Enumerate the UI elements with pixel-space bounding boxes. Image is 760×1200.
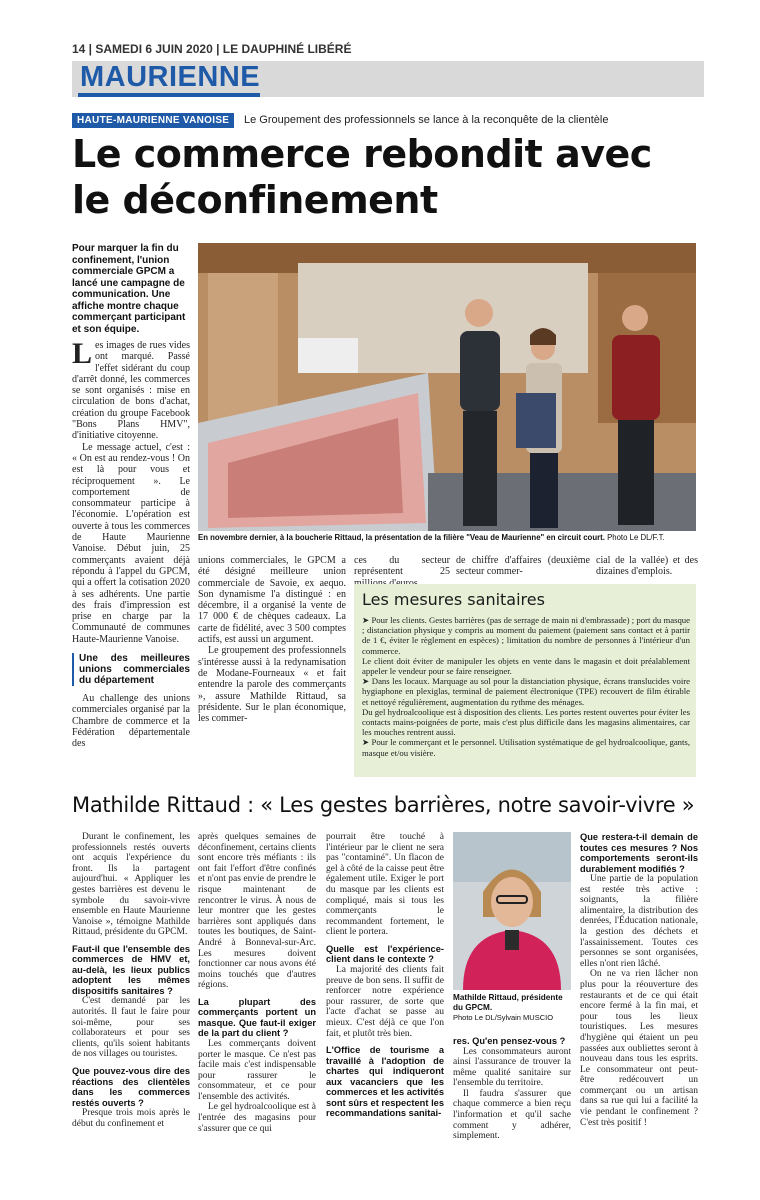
photo-caption-text: En novembre dernier, à la boucherie Rittaud, la présentation de la filière "Veau de Maurienne" en circuit court. (198, 533, 605, 542)
answer-3b: Le gel hydroalcoolique est à l'entrée des magasins pour s'assurer que ce qui (198, 1102, 316, 1134)
question-2: Que pouvez-vous dire des réactions des clientèles dans les commerces restés ouverts ? (72, 1066, 190, 1108)
col1-paragraph-3: Au challenge des unions commerciales organisé par la Chambre de commerce et la Fédération départementale des (72, 693, 190, 750)
col5-paragraph-1: cial de la vallée) et des dizaines d'emplois. (596, 555, 698, 578)
butcher-shop-photo (198, 243, 696, 531)
interview-column-4 (453, 1036, 571, 1142)
interview-column-5 (580, 832, 698, 1128)
interview-column-1 (72, 832, 190, 1129)
answer-2: Presque trois mois après le début du confinement et (72, 1108, 190, 1129)
question-6: Que restera-t-il demain de toutes ces mesures ? Nos comportements seront-ils durablement modifiés ? (580, 832, 698, 874)
interview-column-2 (198, 832, 316, 1134)
answer-3: Les commerçants doivent porter le masque. Ce n'est pas facile mais c'est indispensable pour rassurer le consommateur, et ce pour l'ensemble des activités. (198, 1038, 316, 1102)
drop-cap: L (72, 337, 93, 370)
box-title: Les mesures sanitaires (362, 590, 545, 609)
question-5-end: res. Qu'en pensez-vous ? (453, 1036, 566, 1046)
answer-4: La majorité des clients fait preuve de bon sens. Il suffit de renforcer notre expérience pour rassurer, de sorte que l'acte d'achat se passe au mieux. C'est déjà ce que l'on fait, et plutôt très bien. (326, 964, 444, 1039)
col1-subhead: Une des meilleures unions commerciales du département (79, 653, 190, 687)
col3-paragraph-1: ces du secteur représentent 25 (354, 555, 450, 578)
box-paragraph-1: ➤ Pour les clients. Gestes barrières (pas de serrage de main ni d'embrassade) ; port du masque ; distanciation physique y compris au moment du paiement (paiement sans contact et à partir de 1 €, éviter le règlement en espèces) ; limitation du nombre de personnes à l'intérieur d'un commerce. (362, 615, 690, 656)
answer-5: Les consommateurs auront ainsi l'assurance de trouver la même qualité sanitaire sur l'ensemble du territoire. (453, 1046, 571, 1089)
portrait-caption (453, 993, 573, 1023)
interview-title: Mathilde Rittaud : « Les gestes barrières, notre savoir-vivre » (72, 793, 695, 817)
portrait-photo (453, 832, 571, 990)
col2-paragraph-2: Le groupement des professionnels s'intéresse aussi à la redynamisation de Modane-Fourneaux « et fait entendre la parole des commerçants », assure Mathilde Rittaud, sa présidente. Sur le plan économique, les commer- (198, 645, 346, 725)
portrait-illustration (453, 832, 571, 990)
question-3: La plupart des commerçants portent un masque. Que faut-il exiger de la part du client ? (198, 996, 316, 1039)
interview-intro: Durant le confinement, les professionnels restés ouverts ont acquis l'expérience du front. Ils la partagent aujourd'hui. « Appliquer les gestes barrières est devenu le symbole du savoir-vivre ensemble en Haute Maurienne Vanoise », témoigne Mathilde Rittaud, présidente du GPCM. (72, 832, 190, 938)
page-folio: 14 | SAMEDI 6 JUIN 2020 | LE DAUPHINÉ LIBÉRÉ (72, 42, 352, 56)
section-underline (78, 93, 260, 97)
col2-paragraph-1: unions commerciales, le GPCM a été désigné meilleure union commerciale de Savoie, ex aequo. Son dynamisme l'a distingué : en décembre, il a organisé la vente de 17 000 € de chèques cadeaux. La carte de fidélité, avec 3 500 comptes actifs, est aussi un argument. (198, 555, 346, 646)
box-paragraph-3: ➤ Dans les locaux. Marquage au sol pour la distanciation physique, écrans translucides voire hygiaphone en plexiglas, terminal de paiement électronique (TPE) recouvert de film étirable et nettoyé régulièrement, augmentation du rythme des ménages. (362, 676, 690, 707)
kicker-tag: HAUTE-MAURIENNE VANOISE (72, 113, 234, 128)
portrait-credit: Photo Le DL/Sylvain MUSCIO (453, 1013, 554, 1022)
answer-6: Une partie de la population est restée très active : soignants, la filière alimentaire, la distribution des denrées, l'Éducation nationale, la gestion des déchets et l'assainissement. Toutes ces personnes se sont organisées, elles n'ont rien lâché. (580, 874, 698, 969)
col1-paragraph-1: es images de rues vides ont marqué. Passé l'effet sidérant du coup d'arrêt donné, les commerces se sont organisés : mise en circulation de bons d'achat, création du groupe Facebook "Bons Plans HMV", d'initiative citoyenne. (72, 340, 190, 442)
answer-5b: Il faudra s'assurer que chaque commerce a bien reçu l'information et qu'il sache comment y adhérer, simplement. (453, 1088, 571, 1142)
photo-credit: Photo Le DL/F.T. (607, 533, 665, 542)
article-column-1 (72, 337, 190, 750)
question-1: Faut-il que l'ensemble des commerces de HMV et, au-delà, les lieux publics adoptent les mêmes dispositifs sanitaires ? (72, 943, 190, 996)
photo-caption (198, 533, 698, 542)
answer-1: C'est demandé par les autorités. Il faut le faire pour soi-même, pour ses collaborateurs et pour ses clients, qu'ils soient habitants de nos villages ou touristes. (72, 996, 190, 1060)
answer-6b: On ne va rien lâcher non plus pour la réouverture des restaurants et de ce qui était encore fermé à la fin mai, et pour tous les lieux touristiques. Les mesures d'hygiène qui étaient un peu passées aux oubliettes seront à nouveau dans tous les esprits. Le consommateur ont peut-être redécouvert un commerçant ou un artisan dans sa rue qui lui a facilité la vie pendant le confinement ? C'est très positif ! (580, 969, 698, 1128)
portrait-caption-name: Mathilde Rittaud, présidente du GPCM. (453, 993, 563, 1012)
interview-column-3 (326, 832, 444, 1119)
article-column-2 (198, 555, 346, 724)
subhead-block (72, 653, 190, 686)
box-body (362, 615, 690, 758)
c2-text: après quelques semaines de déconfinement, certains clients sont encore très méfiants : ils ont fait l'effort d'être confinés et n'ont pas envie de prendre le risque maintenant de rencontrer le virus. À nous de leur montrer que les gestes barrières sont appliqués dans toutes les boutiques, de Saint-André à Bonneval-sur-Arc. Les mesures doivent fonctionner car nous avons été moins touchés que d'autres régions. (198, 832, 316, 991)
article-column-4 (456, 555, 590, 578)
article-lede: Pour marquer la fin du confinement, l'union commerciale GPCM a lancé une campagne de communication. Une affiche montre chaque commerçant participant et son équipe. (72, 243, 186, 335)
box-paragraph-5: ➤ Pour le commerçant et le personnel. Utilisation systématique de gel hydroalcoolique, gants, masque et/ou visière. (362, 737, 690, 758)
headline: Le commerce rebondit avec le déconfinement (72, 132, 652, 222)
question-5: L'Office de tourisme a travaillé à l'adoption de chartes qui indiqueront aux vacanciers que les commerces et les activités sont sûrs et respectent les recommandations sanitai- (326, 1045, 444, 1119)
box-paragraph-2: Le client doit éviter de manipuler les objets en vente dans le magasin et doit préalablement appeler le vendeur pour se faire renseigner. (362, 655, 690, 677)
col1-paragraph-2: Le message actuel, c'est : « On est au rendez-vous ! On est là pour vous et réciproquement ». Le comportement de consommateur participe à l'économie. L'opération est ouverte à tous les commerces de Haute Maurienne Vanoise. Début juin, 25 commerçants avaient déjà répondu à l'appel du GPCM, qui a offert la cotisation 2020 à ses adhérents. Une partie des frais d'impression est prise en charge par la Communauté de communes Haute-Maurienne Vanoise. (72, 441, 190, 645)
article-column-5 (596, 555, 698, 578)
col4-paragraph-1: de chiffre d'affaires (deuxième secteur commer- (456, 555, 590, 578)
butcher-photo-illustration (198, 243, 696, 531)
question-4: Quelle est l'expérience-client dans le contexte ? (326, 943, 444, 965)
kicker-text: Le Groupement des professionnels se lance à la reconquête de la clientèle (244, 114, 609, 126)
box-paragraph-4: Du gel hydroalcoolique est à disposition des clients. Les portes restent ouvertes pour éviter les contacts mains-poignées de porte, mais c'est plus difficile dans les magasins alimentaires, car les mouches rentrent aussi. (362, 706, 690, 738)
c3-text: pourrait être touché à l'intérieur par le client ne sera pas "contaminé". Un flacon de gel à côté de la caisse peut être également utile. Exiger le port du masque par les clients est compliqué, mais si tous les commerçants le recommandent fortement, le client le portera. (326, 832, 444, 938)
section-title: MAURIENNE (80, 61, 261, 93)
